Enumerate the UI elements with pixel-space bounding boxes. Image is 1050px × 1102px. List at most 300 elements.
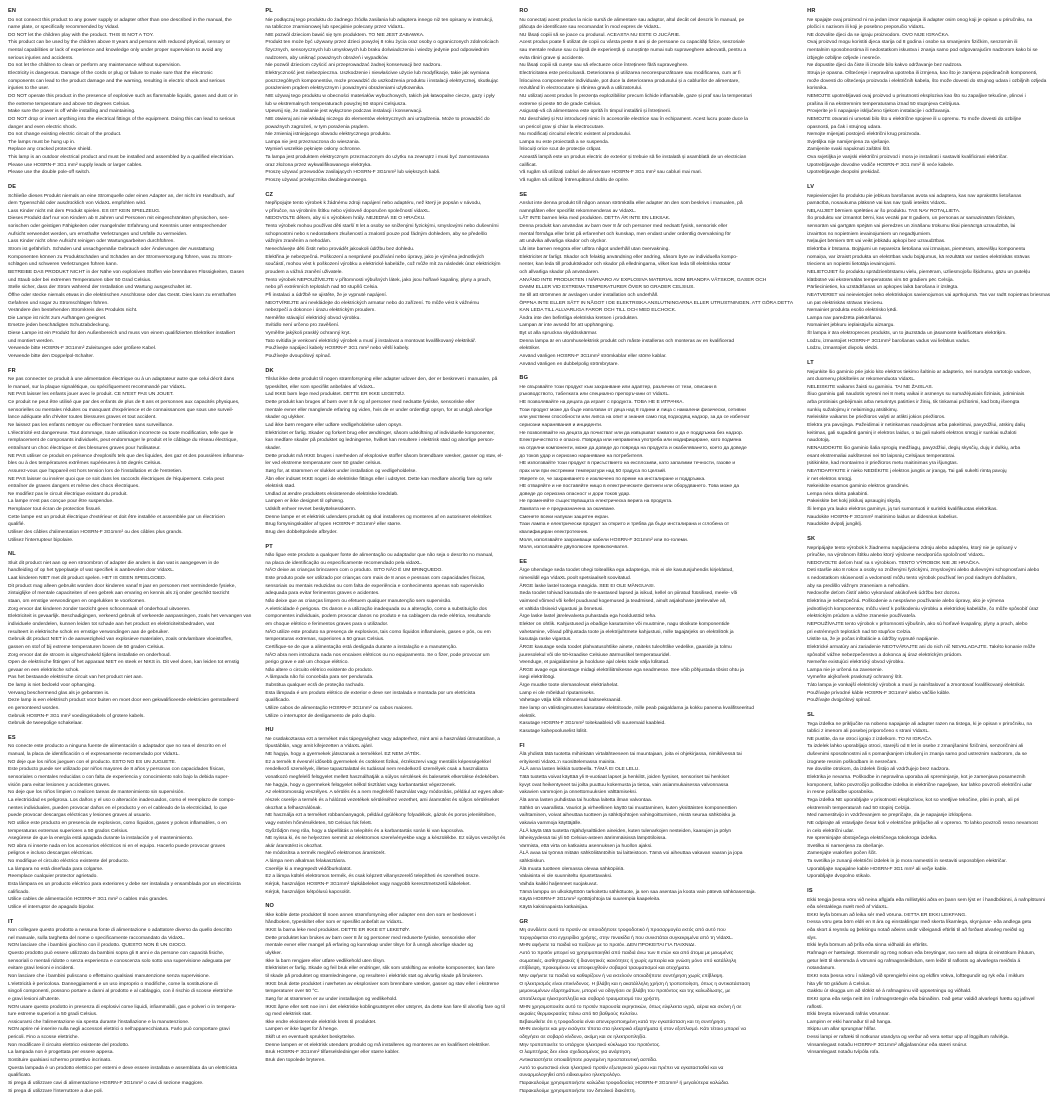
instruction-line: ακραίες θερμοκρασίες πάνω από 50 βαθμούς Κελσίου. bbox=[519, 1012, 639, 1018]
language-code-heading: DK bbox=[265, 367, 274, 374]
instruction-line: trieciens un nopietni lietotāja ievainojumi. bbox=[807, 262, 897, 268]
instruction-line: schlägen und schweren Verletzungen führen kann. bbox=[8, 262, 118, 268]
instruction-line: handleiding of op het typeplaatje of wat specifiek is aanbevolen door VidaXL. bbox=[8, 568, 175, 574]
instruction-line: gevaar en een elektrische schok. bbox=[8, 667, 80, 673]
instruction-line: Denne lampen er et elektrisk utendørs produkt og må installeres og monteres av en kvalifisert elektriker. bbox=[265, 1042, 491, 1048]
language-section-ee bbox=[519, 559, 793, 736]
instruction-line: elektrik. bbox=[519, 713, 537, 719]
instruction-line: vakavia vammoja käyttäjälle. bbox=[519, 820, 582, 826]
instruction-line: nimesildil ega VidaXL poolt spetsiaalselt soovitatud. bbox=[519, 576, 632, 582]
instruction-line: Лампата не е предназначена за окачване. bbox=[519, 507, 616, 513]
language-code-heading: IT bbox=[8, 918, 14, 925]
instruction-line: Ovaj proizvod mogu koristiti djeca starija od 8 godina i osobe sa smanjenim fizičkim, senzornim ili bbox=[807, 40, 1018, 46]
instruction-line: pamācībā, nosaukuma plāksnē vai kas nav īpaši ieteikts VidaXL. bbox=[807, 201, 948, 207]
instruction-line: serious injuries and accidents. bbox=[8, 55, 74, 61]
instruction-line: Neleiskite vaikams be priežiūros valyti ar atlikti jokios priežiūros. bbox=[807, 415, 946, 421]
instruction-line: Do not connect this product to any power supply or adapter other than one described in the manual, the bbox=[8, 17, 232, 23]
instruction-line: NE pustite, da se otroci igrajo z izdelkom. TO NI IGRAČA. bbox=[807, 736, 933, 742]
instruction-line: em choque elétrico e ferimentos graves para o utilizador. bbox=[265, 621, 389, 627]
instruction-line: Tato svítidla je venkovní elektrický výrobek a musí ji instalovat a montovat kvalifikovaný elektrikář. bbox=[265, 338, 477, 344]
instruction-line: til skade på produktet og strømledningene, og resultere i elektrisk støt og alvorlig skade på brukeren. bbox=[265, 973, 484, 979]
instruction-line: Електричеството е опасно. Повреда или неправилна употреба или модифициране, като подмяна bbox=[519, 438, 742, 444]
instruction-line: eða sérstaklega mælt með af VidaXL. bbox=[807, 905, 889, 911]
instruction-line: Stelle sicher, dass der Strom während der Installation und Wartung ausgeschaltet ist. bbox=[8, 285, 192, 291]
language-section-nl bbox=[8, 551, 251, 728]
instruction-line: Proszę używać przełącznika dwubiegunowego. bbox=[265, 178, 368, 183]
instruction-line: Make sure the power is off while installing and maintaining. bbox=[8, 109, 136, 115]
instruction-line: zintuiglijke of mentale capaciteiten of een gebrek aan ervaring en kennis als zij onder geschikt toezicht bbox=[8, 591, 230, 597]
instruction-line: See lamp on välistingimustes kasutatav elektritoode, mille peab paigaldama ja kokku panema kvalifitseeritud bbox=[519, 706, 754, 711]
instruction-line: Assicurarsi che l'alimentazione sia spenta durante l'installazione e la manutenzione. bbox=[8, 1019, 190, 1025]
instruction-line: plăcuța de identificare sau recomandat în mod expres de VidaXL. bbox=[519, 25, 661, 31]
instruction-line: NEPOUŽÍVAJTE tento výrobok v prítomnosti výbušnín, ako sú horľavé kvapaliny, plyny a prach, alebo bbox=[807, 621, 1028, 627]
language-section-gr bbox=[519, 919, 793, 1096]
instruction-line: Uporabljajte dvopolno stikalo. bbox=[807, 874, 871, 880]
instruction-line: Lampa nav paredzēta piekāršanai. bbox=[807, 315, 883, 321]
instruction-line: Nu lăsați copiii să curețe sau să efectueze orice întreținere fără supraveghere. bbox=[519, 63, 689, 69]
instruction-line: This lamp is an outdoor electrical product and must be installed and assembled by a qualified electrician. bbox=[8, 155, 235, 161]
instruction-line: Acest produs poate fi utilizat de copii cu vârsta peste 8 ani și de persoane cu capacități fizice, senzoriale bbox=[519, 40, 745, 46]
instruction-line: Skift ut en eventuelt sprukket beskyttelse. bbox=[265, 1035, 356, 1041]
instruction-line: un pat elektriskās strāvas triecienu. bbox=[807, 300, 884, 306]
instruction-line: EKKI nota þessa vöru í nálægð við sprengiefni eins og eldfim vökva, lofttegundir og ryk eða í miklum bbox=[807, 973, 1025, 979]
instruction-line: the extreme temperature and above 50 degrees Celsius. bbox=[8, 101, 131, 107]
instruction-line: resulteert in elektrische schok en ernstige verwondingen aan de gebruiker. bbox=[8, 629, 169, 635]
instruction-line: skader. bbox=[265, 445, 282, 451]
instruction-line: Asegúrese de que la energía está apagada durante la instalación y el mantenimiento. bbox=[8, 836, 194, 842]
instruction-line: Byt ut alla spruckna skyddsskärmar. bbox=[519, 331, 598, 337]
instruction-line: EKKI leyfa börnum að leika sér með vöruna. ÞETTA ER EKKI LEIKFANG. bbox=[807, 912, 967, 918]
instruction-line: Sørg for, at strømmen er slukket under installation og vedligeholdelse. bbox=[265, 468, 417, 474]
instruction-line: elektrisk stød. bbox=[265, 484, 296, 490]
instruction-line: De lamp is niet bedoeld voor ophanging. bbox=[8, 683, 96, 689]
instruction-line: Diese Lampe ist ein Produkt für den Außenbereich und muss von einem qualifizierten Elektriker installiert bbox=[8, 331, 235, 337]
instruction-line: Táto lampa je vonkajší elektrický výrobok a musí ju nainštalovať a zmontovať kvalifikovaný elektrikár. bbox=[807, 683, 1026, 689]
instruction-line: Įsitikinkite, kad montavimo ir priežiūros metu maitinimas yra išjungtas. bbox=[807, 461, 958, 467]
instruction-line: Μην αφήνετε τα παιδιά να καθαρίζουν ή να εκτελούν οποιαδήποτε συντήρηση χωρίς επίβλεψη. bbox=[519, 973, 724, 979]
instruction-line: nentes individuales, pueden provocar daños en el producto y en el cableado de la electricidad, lo que bbox=[8, 805, 228, 811]
instruction-line: La electricidad es peligrosa. Los daños y el uso o alteración inadecuados, como el reemplazo de compo- bbox=[8, 797, 236, 803]
instruction-line: Ne dovolite otrokom, da izdelek čistijo ali vzdržujejo brez nadzora. bbox=[807, 767, 950, 773]
instruction-line: Gakktu úr skugga um að slökkt sé á rafmagninu við uppsetningu og viðhald. bbox=[807, 989, 972, 995]
language-code-heading: DE bbox=[8, 184, 17, 190]
instruction-line: NEDOVOLTE dětem, aby si s výrobkem hrály. NEJEDNÁ SE O HRAČKU. bbox=[265, 216, 426, 222]
instruction-line: Nepievienojiet šo produktu pie jebkura barošanas avota vai adaptera, kas nav aprakstīts lietošanas bbox=[807, 193, 1022, 199]
instruction-line: Rafmagn er hættulegt. Skemmdir og röng notkun eða breytingar, svo sem að skipta út einstökum íhlutum, bbox=[807, 951, 1036, 957]
instruction-line: puede provocar descargas eléctricas y lesiones graves al usuario. bbox=[8, 813, 151, 819]
instruction-line: keitimas, gali sugadinti gaminį ir elektros laidus, o tai gali sukelti elektros smūgį ir sunkiai sužaloti bbox=[807, 430, 1017, 436]
instruction-line: poszczególnych komponentów, może prowadzić do uszkodzenia produktu i instalacji elektrycznej, skutkując bbox=[265, 78, 499, 84]
instruction-line: bles ou à des températures extrêmes supérieures à 50 degrés Celsius. bbox=[8, 461, 162, 467]
instruction-line: eða skort á reynslu og þekkingu notað aðeins undir viðeigandi eftirliti til að forðast alvarleg meiðsl og bbox=[807, 928, 1025, 934]
instruction-line: Nedovoľte deťom čistiť alebo vykonávať akúkoľvek údržbu bez dozoru. bbox=[807, 591, 961, 597]
instruction-line: mentale evner eller manglende erfaring og viden, hvis de er under ordentligt opsyn, for at undgå alvorlige bbox=[265, 407, 493, 413]
instruction-line: slys. bbox=[807, 935, 817, 941]
instruction-line: Ne hagyja, hogy a gyermekek felügyelet nélkül tisztítást vagy karbantartást végezzenek. bbox=[265, 782, 457, 788]
instruction-line: vahetamine, võivad põhjustada toote ja elektrijuhtmete kahjustusi, mille tagajärjeks on elektrilöök ja bbox=[519, 629, 734, 635]
instruction-line: Nepřipojujte tento výrobek k žádnému zdroji napájení nebo adaptéru, než který je popsán v návodu, bbox=[265, 201, 482, 207]
instruction-line: Använd vänligen en dubbelpolig strömbrytare. bbox=[519, 361, 619, 367]
language-code-heading: LV bbox=[807, 184, 815, 190]
instruction-line: Győződjön meg róla, hogy a tápellátás a telepítés és a karbantartás során ki van kapcsolva. bbox=[265, 828, 465, 834]
instruction-line: Elektrika je nevarna. Poškodbe in nepravilna uporaba ali spreminjanje, kot je zamenjava posameznih bbox=[807, 775, 1026, 781]
language-code-heading: ES bbox=[8, 734, 16, 741]
instruction-line: Tämä lamppu on ulkokäyttöön tarkoitettu sähkötuote, ja sen saa asentaa ja koota vain pätevä sähköasentaja. bbox=[519, 889, 756, 895]
instruction-line: Utilice cables de alimentación HOSRN-F 3G1 mm² o cables más grandes. bbox=[8, 897, 169, 903]
instruction-line: lub w ekstremalnych temperaturach powyżej 50 stopni Celsjusza. bbox=[265, 101, 407, 107]
instruction-line: Vymeňte akýkoľvek prasknutý ochranný štít. bbox=[807, 675, 903, 681]
instruction-line: Älä anna lasten puhdistaa tai huoltaa laitetta ilman valvontaa. bbox=[519, 797, 653, 803]
instruction-line: Seda toodet tohivad kasutada üle 8-aastased lapsed ja isikud, kellel on piiratud füüsilised, meele- või bbox=[519, 591, 738, 597]
instruction-line: Si prega di utilizzare cavi di alimentazione HOSRN-F 3G1mm² o cavi di sezione maggiore. bbox=[8, 1080, 204, 1086]
instruction-line: Не променяйте съществуващата електрическа верига на продукта. bbox=[519, 499, 673, 505]
instruction-line: NON aprire né inserire nulla negli accessori elettrici o nell'apparecchiatura. Farlo può comportare gravi bbox=[8, 1027, 230, 1033]
instruction-line: Тази лампа е електрически продукт за открито и трябва да бъде инсталирана и сглобена от bbox=[519, 522, 730, 528]
instruction-line: Vă rugăm să utilizați cabluri de alimentare HOSRN-F 3G1 mm² sau cabluri mai mari. bbox=[519, 170, 702, 176]
instruction-line: ΜΗΝ αφήνετε τα παιδιά να παίζουν με το προϊόν. ΔΕΝ ΠΡΟΚΕΙΤΑΙ ΓΙΑ ΠΑΙΧΝΙΔΙ. bbox=[519, 943, 696, 949]
instruction-line: Nemeňte existujúci elektrický obvod výrobku. bbox=[807, 660, 905, 666]
instruction-line: visión para evitar lesiones y accidentes graves. bbox=[8, 782, 111, 788]
instruction-line: Ta lampa jest produktem elektrycznym przeznaczonym do użytku na zewnątrz i musi być zamontowana bbox=[265, 155, 490, 161]
instruction-line: schopnostmi nebo s nedostatkem zkušeností a znalostí pouze pod řádným dohledem, aby se předešlo bbox=[265, 231, 488, 237]
instruction-line: evitare gravi lesioni e incidenti. bbox=[8, 966, 75, 972]
instruction-line: Vă rugăm să utilizați întrerupătorul dublu de oprire. bbox=[519, 178, 630, 183]
instruction-line: Zamenjajte vsakršen počen ščit. bbox=[807, 851, 877, 857]
language-code-heading: LT bbox=[807, 360, 814, 366]
instruction-line: NON lasciare che i bambini giochino con il prodotto. QUESTO NON È UN GIOCO. bbox=[8, 943, 187, 949]
instruction-line: hita yfir 50 gráðum á Celsíus. bbox=[807, 981, 871, 987]
instruction-line: Elektrina je nebezpečná. Poškodenie a nesprávne používanie alebo úpravy, ako je výmena bbox=[807, 599, 1005, 605]
instruction-line: Remplacer tout écran de protection fissuré. bbox=[8, 507, 102, 513]
instruction-line: oraz złożona przez wykwalifikowanego elektryka. bbox=[265, 162, 372, 168]
instruction-line: Este producto puede ser utilizado por niños mayores de 8 años y personas con capacidades físicas, bbox=[8, 767, 225, 773]
instruction-line: NEMOJTE otvarati ni umetati bilo što u električne spojeve ili u opremu. To može dovesti do ozbiljne bbox=[807, 116, 1022, 122]
language-code-heading: FR bbox=[8, 367, 16, 374]
instruction-line: KAN LEDA TILL ALLVARLIGA FAROR OCH TILL OCH MED ELCHOCK. bbox=[519, 308, 677, 314]
instruction-line: típustáblán, vagy amit kifejezetten a VidaXL ajánl. bbox=[265, 744, 373, 750]
language-section-no bbox=[265, 903, 505, 1064]
instruction-line: Lass Kinder nicht mit dem Produkt spielen. ES IST KEIN SPIELZEUG. bbox=[8, 208, 161, 214]
language-code-heading: BG bbox=[519, 375, 529, 382]
instruction-line: Elektra yra pavojinga. Pažeidimai ir netinkamas naudojimas arba pakeitimai, pavyzdžiui, atskirų dalių bbox=[807, 423, 1026, 429]
instruction-line: La lampada non è progettata per essere appesa. bbox=[8, 1050, 114, 1056]
instruction-line: NON usare questo prodotto in presenza di esplosivi come liquidi, infiammabili, gas e polveri o in tempera- bbox=[8, 1004, 237, 1010]
language-section-dk bbox=[265, 368, 505, 537]
instruction-line: un pericol grav și chiar la electrocutare. bbox=[519, 124, 605, 130]
language-section-se bbox=[519, 192, 793, 369]
instruction-line: μεμονωμένων εξαρτημάτων, μπορεί να οδηγήσει σε βλάβη του προϊόντος και της καλωδίωσης, με bbox=[519, 989, 731, 995]
instruction-line: Nie podłączaj tego produktu do żadnego źródła zasilania lub adaptera innego niż ten opisany w instrukcji, bbox=[265, 17, 494, 23]
language-code-heading: NL bbox=[8, 551, 16, 558]
instruction-line: kasutaja raske vigastus. bbox=[519, 637, 572, 643]
instruction-line: No modifique el circuito eléctrico existente del producto. bbox=[8, 859, 129, 865]
instruction-line: Tätä tuotetta voivat käyttää yli 8-vuotiaat lapset ja henkilöt, joiden fyysiset, sensoriset tai henkiset bbox=[519, 775, 730, 781]
instruction-line: sähköiskun. bbox=[519, 859, 546, 865]
instruction-line: et vältida tõsiseid vigastusi ja õnnetusi. bbox=[519, 606, 604, 612]
instruction-line: NEOTVÍREJTE ani nevkládejte do elektrických armatur nebo do zařízení. To může vést k vážnému bbox=[265, 300, 480, 306]
instruction-line: Šo produktu var izmantot bērni, kas vecāki par 8 gadiem, un personas ar samazinātām fiziskām, bbox=[807, 216, 1016, 222]
instruction-line: getur leitt til skemmda á vörunni og rafmagnsleiðslum, sem leiðir til raflosts og alvarlegra meiðsla á bbox=[807, 958, 1021, 964]
instruction-line: Vyměňte jakýkoli prasklý ochranný kryt. bbox=[265, 331, 351, 337]
instruction-line: Nenechávejte děti čistit nebo provádět jakoukoli údržbu bez dohledu. bbox=[265, 247, 415, 253]
instruction-line: ΜΗΝ χρησιμοποιείτε αυτό το προϊόν παρουσία εκρηκτικών, όπως εύφλεκτα υγρά, αέρια και σκόνη ή σε bbox=[519, 1004, 742, 1010]
instruction-line: Cserélje ki a megrepedt védőburkolatot. bbox=[265, 866, 352, 872]
instruction-line: NE odpirajte ali vstavljajte česar koli v električne priključke ali v opremo. To lahko povzroči resno nevarnost bbox=[807, 820, 1038, 826]
instruction-line: Verändere den bestehenden Stromkreis des Produkts nicht. bbox=[8, 308, 138, 314]
instruction-line: duševnimi sposobnostmi ali s pomanjkanjem izkušenj in znanja samo pod ustreznim nadzorom, da se bbox=[807, 752, 1028, 758]
instruction-line: Komponenten können zu Produktschäden und Schäden an der Stromversorgung führen, was zu Strom- bbox=[8, 254, 233, 260]
instruction-line: esant ekstremaliai aukštesnei nei 50 laipsnių Celsijaus temperatūrai. bbox=[807, 453, 956, 459]
instruction-line: NELEISKITE vaikams žaisti su gaminiu. TAI NE ŽAISLAS. bbox=[807, 384, 934, 390]
instruction-line: NE hagyja, hogy a gyermekek játsszanak a termékkel. EZ NEM JÁTÉK. bbox=[265, 752, 421, 758]
instruction-line: jednotlivých komponentov, môžu viesť k poškodeniu výrobku a elektrickej kabeláže, čo môže spôsobiť úraz bbox=[807, 606, 1039, 612]
instruction-line: Denna lampa är en utomhuselektrisk produkt och måste installeras och monteras av en kvalificerad bbox=[519, 338, 735, 344]
instruction-line: erityisesti VidaXL:n suosittelemassa mainita. bbox=[519, 759, 616, 765]
language-code-heading: SL bbox=[807, 712, 815, 718]
instruction-line: sensorām vai garīgām spējām vai pieredzes un zināšanu trūkumu tikai pienācīgā uzraudzībā, lai bbox=[807, 224, 1016, 230]
instruction-line: NÃO utilize este produto na presença de explosivos, tais como líquidos inflamáveis, gases e pós, ou em bbox=[265, 629, 491, 635]
language-section-hu bbox=[265, 727, 505, 896]
instruction-line: Sähkö on vaarallista. Vauriot ja virheellinen käyttö tai muuttaminen, kuten yksittäisten komponenttien bbox=[519, 805, 737, 811]
instruction-line: DO NOT let the children play with the product. THIS IS NOT A TOY. bbox=[8, 32, 154, 38]
instruction-line: Ne módosítsa a termék meglévő elektromos áramkörét. bbox=[265, 851, 386, 857]
instruction-line: Nomainiet jebkuru ieplaisājušu aizsargu. bbox=[807, 323, 895, 329]
instruction-line: perigo grave e até um choque elétrico. bbox=[265, 660, 349, 666]
instruction-line: DAMM ELLER VID EXTREMA TEMPERATURER ÖVER 50 GRADER CELSIUS. bbox=[519, 285, 695, 291]
instruction-line: Používejte dvoupólový spínač. bbox=[265, 354, 332, 359]
instruction-line: Kasutage kahepooluselist lülitit. bbox=[519, 728, 588, 734]
instruction-line: rendelkező személyek, illetve tapasztalattal és tudással nem rendelkező személyek csak a használatra bbox=[265, 767, 488, 773]
language-code-heading: FI bbox=[519, 742, 525, 749]
instruction-line: Utilisez l'interrupteur bipolaire. bbox=[8, 537, 74, 543]
instruction-line: Ce produit ne peut être utilisé que par des enfants de plus de 8 ans et personnes aux capacités physiques, bbox=[8, 400, 240, 406]
instruction-line: Lad IKKE børn lege med produktet. DETTE ER IKKE LEGETØJ. bbox=[265, 392, 406, 398]
instruction-line: IKKE la barna leke med produktet. DETTE ER IKKE ET LEKETØY. bbox=[265, 928, 411, 934]
instruction-line: typeskiltet, eller som specifikt anbefales af VidaXL. bbox=[265, 384, 376, 390]
language-section-sk bbox=[807, 536, 1050, 705]
instruction-line: Käytä HOSRN-F 3G1mm² syöttöjohtoja tai suurempia kaapeleita. bbox=[519, 897, 661, 903]
instruction-line: okozhat a felhasználónak. bbox=[265, 805, 322, 811]
instruction-line: Denne lampe er et elektrisk udendørs produkt og skal installeres og monteres af en autoriseret elektriker. bbox=[265, 514, 493, 520]
instruction-line: proudem a vážná zranění uživatele. bbox=[265, 269, 343, 275]
instruction-line: Non collegare questo prodotto a nessuna fonte di alimentazione o adattatore diverso da quello descritto bbox=[8, 928, 233, 934]
instruction-line: Vahetage välja kõik mõranenud kaitseekraanid. bbox=[519, 698, 622, 704]
instruction-line: danger and even electric shock. bbox=[8, 124, 78, 130]
instruction-line: ant duomenų plokštelės ar rekomenduota VidaXL. bbox=[807, 377, 916, 383]
instruction-line: izognete resnim poškodbam in nesrečam. bbox=[807, 759, 898, 765]
instruction-line: Ši lempa yra lauko elektros gaminys, ją turi sumontuoti ir surinkti kvalifikuotas elektrikas. bbox=[807, 507, 998, 513]
instruction-line: Reemplace cualquier protector agrietado. bbox=[8, 874, 98, 880]
instruction-line: Vinsamlegast notaðu HOSRN-F 3G1mm² aflgjafasnúrur eða stærri snúrur. bbox=[807, 1042, 968, 1048]
instruction-line: Electricitatea este periculoasă. Deteriorarea și utilizarea necorespunzătoare sau modificarea, cum ar fi bbox=[519, 71, 741, 77]
instruction-line: сериозни наранявания и инциденти. bbox=[519, 423, 603, 429]
instruction-line: gassen en stof of bij extreme temperaturen boven de 50 graden Celsius. bbox=[8, 644, 165, 650]
instruction-line: mental förmåga eller brist på erfarenhet och kunskap, men endast under ordentlig övervakning för bbox=[519, 231, 731, 237]
instruction-line: nomaiņa, var izraisīt produkta un elektrības vadu bojājumus, kā rezultātā var rasties elektriskās strāvas bbox=[807, 254, 1030, 260]
instruction-line: Gebruik HOSRN-F 3G1 mm² voedingskabels of grotere kabels. bbox=[8, 713, 145, 719]
instruction-line: Šiuo gaminiu gali naudotis vyresni nei 8 metų vaikai ir asmenys su sumažėjusiais fiziniais, jutiminiais bbox=[807, 392, 1025, 398]
instruction-line: in resne poškodbe uporabnika. bbox=[807, 790, 874, 796]
instruction-line: Assurez-vous que l'appareil est hors tension lors de l'installation et de l'entretien. bbox=[8, 468, 183, 474]
language-code-heading: HU bbox=[265, 727, 274, 734]
instruction-line: αποτέλεσμα ηλεκτροπληξία και σοβαρό τραυματισμό του χρήστη. bbox=[519, 996, 661, 1002]
instruction-line: Brug forsyningskabler af typen HOSRN-F 3G1mm² eller større. bbox=[265, 522, 402, 528]
instruction-line: Μην τροποποιείτε το υπάρχον ηλεκτρικό κύκλωμα του προϊόντος. bbox=[519, 1042, 661, 1048]
instruction-line: Utilize cabos de alimentação HOSRN-F 3G1mm² ou cabos maiores. bbox=[265, 706, 413, 711]
instruction-line: Lampa nu este proiectată a se suspenda. bbox=[519, 139, 610, 145]
instruction-line: Vinsamlegast notaðu tvípóla rofa. bbox=[807, 1050, 880, 1056]
instruction-line: elektrickým prúdom a vážne zranenie používateľa. bbox=[807, 614, 917, 620]
instruction-line: доведе до сериозна опасност и дори токов удар. bbox=[519, 491, 631, 497]
instruction-line: Nu conectați acest produs la nicio sursă de alimentare sau adaptor, altul decât cel descris în manual, pe bbox=[519, 17, 745, 23]
instruction-line: Παρακαλούμε χρησιμοποιήστε καλώδια τροφοδοσίας HOSRN-F 3G1mm² ή μεγαλύτερα καλώδια. bbox=[519, 1080, 730, 1086]
instruction-line: Lampan är inte avsedd för att upphängning. bbox=[519, 323, 614, 329]
instruction-line: ÄLÄ anna lasten leikkiä tuotteella. TÄMÄ EI OLE LELU. bbox=[519, 767, 640, 773]
instruction-line: dem Typenschild oder ausdrücklich von VidaXL empfohlen wird. bbox=[8, 201, 147, 207]
instruction-line: und montiert werden. bbox=[8, 338, 54, 344]
instruction-line: ÖPPNA INTE ELLER SÄTT IN NÅGOT I DE ELEKTRISKA ANSLUTNINGARNA ELLER UTRUSTNINGEN. ATT GÖRA DETTA bbox=[519, 300, 794, 306]
instruction-line: nel manuale, sulla targhetta del nome o specificamente raccomandato da VidaXL. bbox=[8, 935, 186, 941]
instruction-line: Skiptu um allar sprungnar hlífar. bbox=[807, 1027, 877, 1033]
instruction-line: Este produto pode ser utilizado por crianças com mais de 8 anos e pessoas com capacidades físicas, bbox=[265, 576, 486, 582]
instruction-line: Lūdzu, izmantojiet divpolu slēdzi. bbox=[807, 346, 879, 352]
instruction-line: The lamps must be hung up in. bbox=[8, 139, 76, 145]
instruction-line: ΜΗΝ ανοίγετε και μην εισάγετε τίποτα στα ηλεκτρικά εξαρτήματα ή στον εξοπλισμό. Κάτι τέτοιο μπορεί να bbox=[519, 1027, 746, 1033]
instruction-line: Ne laissez pas les enfants nettoyer ou effectuer l'entretien sans surveillance. bbox=[8, 423, 174, 429]
language-section-en bbox=[8, 8, 251, 177]
instruction-line: Ta svetilka je zunanji električni izdelek in jo mora namestiti in sestaviti usposobljen električar. bbox=[807, 859, 1007, 865]
instruction-line: Сменете всеки напукан защитен екран. bbox=[519, 514, 610, 520]
instruction-line: kan medføre skader på produktet og ledningerne, hvilket kan resultere i elektrisk stød og alvorlige person- bbox=[265, 438, 495, 444]
instruction-line: Моля, използвайте захранващи кабели HOSRN-F 3G1mm² или по-големи. bbox=[519, 537, 689, 543]
instruction-line: или умствени способности или липса на опит и знания само под подходящ надзор, за да се избегнат bbox=[519, 415, 750, 421]
instruction-line: A eletricidade é perigosa. Os danos e a utilização inadequada ou a alteração, como a substituição dos bbox=[265, 606, 487, 612]
instruction-line: Verwende bitte den Doppelpol-Schalter. bbox=[8, 354, 94, 359]
instruction-line: Ekki tengja þessa vöru við neina aflgjafa eða millistykki aðra en þann sem lýst er í handbókinni, á nafnplötunni bbox=[807, 897, 1045, 903]
instruction-line: NO deje que los niños jueguen con el producto. ESTO NO ES UN JUGUETE. bbox=[8, 759, 177, 765]
language-section-lv bbox=[807, 184, 1050, 353]
language-section-is bbox=[807, 888, 1050, 1057]
instruction-line: Nejunkite šio gaminio prie jokio kito elektros tiekimo šaltinio ar adapterio, nei nurodyta vartotojo vadove, bbox=[807, 369, 1032, 375]
instruction-line: staan, om ernstige verwondingen en ongelukken te voorkomen. bbox=[8, 599, 146, 605]
instruction-line: Ekki breyta núverandi rafrás vörunnar. bbox=[807, 1012, 890, 1018]
instruction-line: Gebruik dit product NIET in de aanwezigheid van explosieve materialen, zoals ontvlambare vloeistoffen, bbox=[8, 637, 233, 643]
instruction-line: Si prega di utilizzare l'interruttore a due poli. bbox=[8, 1088, 103, 1094]
instruction-line: NE dozvolite djeci da se igraju proizvodom. OVO NIJE IGRAČKA. bbox=[807, 32, 950, 38]
instruction-line: Bruk den topolede bryteren. bbox=[265, 1058, 326, 1063]
language-section-fi bbox=[519, 743, 793, 912]
instruction-line: Ne spajajte ovaj proizvod ni na jedan izvor napajanja ili adapter osim onog koji je opisan u priručniku, na bbox=[807, 17, 1033, 23]
instruction-line: Þessa vöru geta börn eldri en 8 ára og einstaklingar með skerta líkamlega, skynjunar- eða andlega getu bbox=[807, 920, 1032, 926]
instruction-line: Tega izdelka NE uporabljajte v prisotnosti eksplozivov, kot so vnetljive tekočine, plini in prah, ali pri bbox=[807, 797, 1020, 803]
instruction-line: DO NOT operate this product in the presence of explosive such as flammable liquids, gases and dust or in bbox=[8, 93, 238, 99]
instruction-line: NEATIDARYKITE ir nieko NEDĖKITE į elektros jungtis ar įrangą. Tai gali sukelti rimtą pavojų bbox=[807, 468, 1007, 474]
instruction-line: NENAUDOKITE šio gaminio šalia sprogių medžiagų, pavyzdžiui, degių skysčių, dujų ir dulkių, arba bbox=[807, 445, 1021, 451]
instruction-line: Upotrebljavajte dvopolni prekidač. bbox=[807, 170, 881, 176]
instruction-line: Ο ηλεκτρισμός είναι επικίνδυνος. Η βλάβη και η ακατάλληλη χρήση ή τροποποίηση, όπως η αντικατάσταση bbox=[519, 981, 751, 987]
instruction-line: NEDOVOĽTE deťom hrať sa s výrobkom. TENTO VÝROBOK NIE JE HRAČKA. bbox=[807, 560, 981, 566]
instruction-line: mentalnim sposobnostima ili nedostatkom iskustva i znanja samo pod odgovarajućim nadzorom kako bi se bbox=[807, 48, 1038, 54]
instruction-line: na tabliczce znamionowej lub specjalnie polecany przez VidaXL. bbox=[265, 25, 405, 31]
instruction-line: A lámpa nem alkalmas felakasztásra. bbox=[265, 859, 347, 865]
instruction-line: Använd vänligen HOSRN-F 3G1mm² strömkablar eller större kablar. bbox=[519, 354, 667, 359]
instruction-line: Dette produkt kan bruges af børn over 8 år og af personer med nedsatte fysiske, sensoriske eller bbox=[265, 400, 475, 406]
text-column bbox=[807, 8, 1050, 1102]
instruction-line: sensoriali o mentali ridotte o senza esperienza e conoscenza solo sotto una supervisione adeguata per bbox=[8, 958, 231, 964]
instruction-line: ture estreme superiori a 50 gradi Celsius. bbox=[8, 1012, 98, 1018]
instruction-line: príručke, na výrobnom štítku alebo ktorý výslovne neodporúča spoločnosť VidaXL. bbox=[807, 553, 986, 559]
instruction-line: Ne spreminjajte obstoječega električnega tokokroga izdelka. bbox=[807, 836, 938, 842]
instruction-line: Valaisinta ei ole suunniteltu ripustettavaksi. bbox=[519, 874, 613, 880]
language-code-heading: HR bbox=[807, 8, 816, 14]
instruction-line: Uistite sa, že je počas inštalácie a údržby vypnuté napájanie. bbox=[807, 637, 939, 643]
instruction-line: La lámpara no está diseñada para colgarse. bbox=[8, 866, 104, 872]
instruction-line: Elektriciteit is gevaarlijk. Beschadigingen, verkeerd gebruik of verkeerde aanpassingen, zoals het vervangen van bbox=[8, 614, 252, 620]
language-section-fr bbox=[8, 368, 251, 545]
instruction-line: BETREIBE DAS PRODUKT NICHT in der Nähe von explosiven Stoffen wie brennbaren Flüssigkeiten, Gasen bbox=[8, 269, 245, 275]
language-section-de bbox=[8, 184, 251, 361]
instruction-line: Această lampă este un produs electric de exterior și trebuie să fie instalată și asamblată de un electrician bbox=[519, 155, 747, 161]
instruction-line: NIE otwieraj ani nie wkładaj niczego do elementów elektrycznych ani urządzenia. Może to prowadzić do bbox=[265, 116, 490, 122]
instruction-line: NEATVERIET vai neievietojiet neko elektriskajos savienojumos vai aprīkojumā. Tas var radīt nopietnas briesmas bbox=[807, 292, 1050, 298]
instruction-line: isegi elektrilöögi. bbox=[519, 675, 556, 681]
instruction-line: prašina ili na ekstremnim temperaturama iznad 50 stupnjeva Celzijusa. bbox=[807, 101, 961, 107]
instruction-line: ÄLÄ avaa tai työnnä mitään sähköliitäntöihin tai laitteistoon. Tämä voi aiheuttaa vakavan vaaran ja jopa bbox=[519, 851, 743, 857]
instruction-line: Utiliser des câbles d'alimentation HOSRN-F 3G1mm² ou des câbles plus grands. bbox=[8, 530, 183, 535]
instruction-line: Schließe dieses Produkt niemals an eine Stromquelle oder einen Adapter an, der nicht im Handbuch, auf bbox=[8, 193, 235, 199]
instruction-line: na placa de identificação ou especificamente recomendado pela vidaXL. bbox=[265, 560, 423, 566]
instruction-line: Käytä kaksinapaista katkaisijaa. bbox=[519, 904, 589, 910]
instruction-line: Ova svjetiljka je vanjski električni proizvod i mora je instalirati i sastaviti kvalificirani električar. bbox=[807, 155, 1008, 161]
instruction-line: mentale evner eller mangel på erfaring og kunnskap under tilsyn for å unngå alvorlige skader og bbox=[265, 943, 474, 949]
instruction-line: Ta izdelek lahko uporabljajo otroci, starejši od 8 let in osebe z zmanjšanimi fizičnimi, senzoričnimi ali bbox=[807, 744, 1024, 750]
instruction-line: le manuel, sur la plaque signalétique, ou spécifiquement recommandé par VidaXL. bbox=[8, 384, 187, 390]
instruction-line: NE PAS laisser les enfants jouer avec le produit. CE N'EST PAS UN JOUET. bbox=[8, 392, 174, 398]
language-code-heading: IS bbox=[807, 888, 813, 894]
instruction-line: ÄRGE laske lastel tootega mängida. SEE EI OLE MÄNGUASI. bbox=[519, 583, 655, 589]
instruction-line: No conecte este producto a ninguna fuente de alimentación o adaptador que no sea el descrito en el bbox=[8, 744, 226, 750]
language-code-heading: PT bbox=[265, 543, 273, 550]
instruction-line: componentes individuais, podem provocar danos no produto e na cablagem da rede elétrica, resultando bbox=[265, 614, 491, 620]
instruction-line: arba protiniais gebėjimais arba neturintys patirties ir žinių, tik tinkamai prižiūrimi, kad būtų išvengta bbox=[807, 400, 1020, 406]
instruction-line: A lâmpada não foi concebida para ser pendurada. bbox=[265, 675, 374, 681]
instruction-line: mental capabilities or lack of experience and knowledge only under proper supervision to avoid any bbox=[8, 48, 223, 54]
instruction-line: Dit product mag alleen gebruikt worden door kinderen vanaf 8 jaar en personen met verminderde fysieke, bbox=[8, 583, 236, 589]
instruction-line: Používejte napájecí kabely HOSRN-F 3G1 mm² nebo větší kabely. bbox=[265, 346, 410, 352]
language-code-heading: EE bbox=[519, 558, 528, 565]
instruction-line: Az elektromosság veszélyes. A sérülés és a nem megfelelő használat vagy módosítás, például az egyes alkat- bbox=[265, 790, 505, 796]
instruction-line: Proszę używać przewodów zasilających HOSRN-F 3G1mm² lub większych kabli. bbox=[265, 170, 441, 176]
instruction-line: Elektřina je nebezpečná. Poškození a nesprávné používání nebo úpravy, jako je výměna jednotlivých bbox=[265, 254, 485, 260]
instruction-line: Pas het bestaande elektrische circuit van het product niet aan. bbox=[8, 675, 143, 681]
instruction-line: Wymień wszelkie pęknięte osłony ochronne. bbox=[265, 147, 362, 153]
instruction-line: Βεβαιωθείτε ότι η τροφοδοσία είναι απενεργοποιημένη κατά την εγκατάσταση και τη συντήρηση. bbox=[519, 1019, 727, 1025]
instruction-line: Tento výrobek NEPOUŽÍVEJTE v přítomnosti výbušných látek, jako jsou hořlavé kapaliny, plyny a prach, bbox=[265, 277, 492, 283]
language-code-heading: GR bbox=[519, 918, 529, 925]
instruction-line: NO abra ni inserte nada en los accesorios eléctricos ni en el equipo. Hacerlo puede provocar graves bbox=[8, 843, 226, 849]
language-section-sl bbox=[807, 712, 1050, 881]
instruction-line: Nu modificați circuitul electric existent al produsului. bbox=[519, 132, 632, 138]
instruction-line: Ersetze jeden beschädigten Schutzabdeckung. bbox=[8, 323, 110, 329]
instruction-line: Struja je opasna. Oštećenje i nepravilna upotreba ili izmjena, kao što je zamjena pojedinačnih komponenti, bbox=[807, 71, 1038, 77]
instruction-line: Sørg for at strømmen er av under installasjon og vedlikehold. bbox=[265, 996, 398, 1002]
instruction-line: Lampen er ikke laget for å henge. bbox=[265, 1027, 339, 1033]
instruction-line: Please use HOSRN-F 3G1 mm² supply leads or larger cables. bbox=[8, 162, 143, 168]
language-section-lt bbox=[807, 360, 1050, 529]
instruction-line: rezultând în electrocutare și rănirea gravă a utilizatorului. bbox=[519, 86, 643, 92]
instruction-line: komponent, lahko povzročijo poškodbe izdelka in električne napeljave, kar lahko povzroči električni udar bbox=[807, 782, 1032, 788]
instruction-line: Nemojte mijenjati postojeći električni krug proizvoda. bbox=[807, 132, 921, 138]
